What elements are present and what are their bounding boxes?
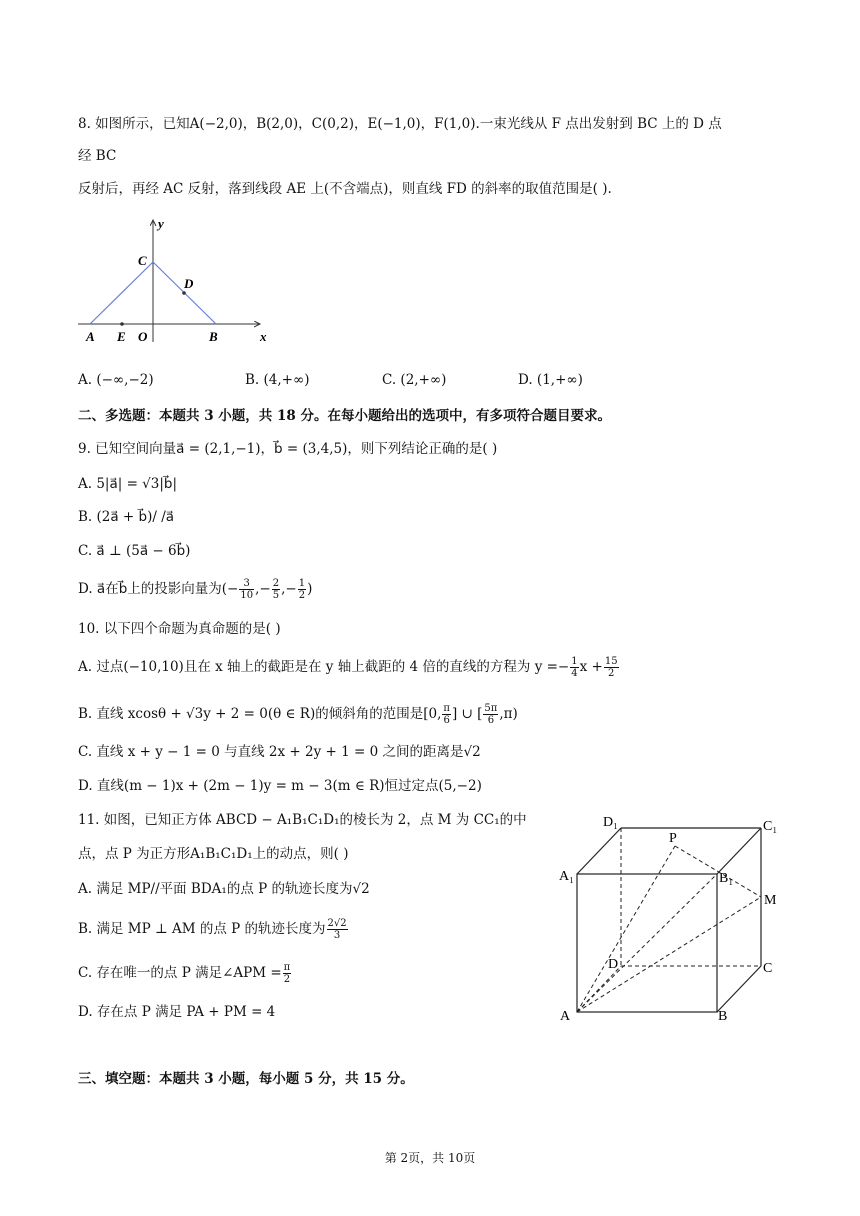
q9-option-b: B. (2a⃗ + b⃗)/ /a⃗ (78, 509, 175, 525)
q9-d-frac1-num: 3 (239, 578, 254, 590)
q9-option-c: C. a⃗ ⊥ (5a⃗ − 6b⃗) (78, 543, 191, 559)
q9-d-frac1 (239, 578, 254, 601)
q8-option-b: B. (4,+∞) (245, 372, 310, 388)
hidden-a-b1 (577, 874, 717, 1012)
q10-stem: 10. 以下四个命题为真命题的是( ) (78, 621, 281, 637)
q9-d-frac2 (272, 578, 280, 601)
section-3-heading: 三、填空题：本题共 3 小题，每小题 5 分，共 15 分。 (78, 1071, 414, 1087)
q10-option-d: D. 直线(m − 1)x + (2m − 1)y = m − 3(m ∈ R)恒过定点(5,−2) (78, 778, 482, 794)
edge-b-c (717, 966, 761, 1012)
q11-b-text: B. 满足 MP ⊥ AM 的点 P 的轨迹长度为 (78, 921, 326, 937)
q10-b-end: ,π) (499, 706, 518, 722)
q10-a-frac1-num: 1 (571, 656, 578, 667)
q8-stem-line1: 8. 如图所示，已知A(−2,0)，B(2,0)，C(0,2)，E(−1,0)，F(1,0).一束光线从 F 点出发射到 BC 上的 D 点 (78, 116, 722, 132)
q10-b-frac2 (483, 703, 498, 726)
q9-d-mid2: ,− (281, 581, 297, 597)
q11-stem-line2: 点，点 P 为正方形A₁B₁C₁D₁上的动点，则( ) (78, 846, 349, 862)
label-b1: B₁ (719, 871, 734, 886)
label-c: C (138, 253, 147, 268)
hidden-p-m (675, 846, 761, 897)
label-a: A (86, 329, 95, 344)
segment-ac (90, 262, 153, 324)
q10-b-frac2-num: 5π (484, 703, 498, 714)
q10-option-c: C. 直线 x + y − 1 = 0 与直线 2x + 2y + 1 = 0 之间的距离是√2 (78, 744, 481, 760)
q9-d-suffix: ) (307, 581, 313, 597)
q10-b-text: B. 直线 xcosθ + √3y + 2 = 0(θ ∈ R)的倾斜角的范围是[0, (78, 706, 442, 722)
q11-b-frac (327, 918, 348, 941)
label-c1: C₁ (763, 819, 778, 834)
q9-d-frac2-num: 2 (272, 578, 280, 589)
q11-b-frac-den: 3 (333, 930, 341, 941)
q11-option-b (78, 918, 349, 941)
q8-figure (70, 212, 280, 347)
label-d: D (608, 957, 619, 972)
q11-option-d: D. 存在点 P 满足 PA + PM = 4 (78, 1004, 276, 1020)
q9-d-mid1: ,− (255, 581, 271, 597)
q8-option-c: C. (2,+∞) (382, 372, 447, 388)
q9-d-prefix: D. a⃗在b⃗上的投影向量为(− (78, 581, 239, 597)
point-d (182, 291, 186, 295)
q9-d-frac3-den: 2 (298, 590, 306, 601)
label-e: E (117, 329, 126, 344)
q10-b-frac1 (442, 703, 451, 726)
label-b: B (718, 1009, 728, 1024)
q10-b-mid: ] ∪ [ (451, 706, 483, 722)
edge-a1-d1 (577, 828, 621, 874)
q8-option-a: A. (−∞,−2) (78, 372, 154, 388)
label-x: x (260, 329, 267, 344)
q9-d-frac3 (298, 578, 306, 601)
q10-b-frac1-den: 6 (443, 715, 450, 726)
q10-option-a (78, 656, 620, 679)
q9-option-d (78, 578, 312, 601)
q11-c-frac (283, 962, 292, 985)
label-m: M (764, 893, 777, 908)
q9-stem: 9. 已知空间向量a⃗ = (2,1,−1)，b⃗ = (3,4,5)，则下列结论正确的是( ) (78, 441, 498, 457)
q10-b-frac1-num: π (443, 703, 450, 714)
q11-c-frac-num: π (283, 962, 291, 973)
page-footer: 第 2页，共 10页 (384, 1151, 476, 1165)
q9-d-frac2-den: 5 (272, 590, 280, 601)
q10-a-frac2-num: 15 (604, 656, 618, 667)
label-y: y (158, 216, 164, 231)
label-o: O (138, 329, 148, 344)
q11-stem-line1: 11. 如图，已知正方体 ABCD − A₁B₁C₁D₁的棱长为 2，点 M 为 CC₁的中 (78, 812, 527, 828)
q10-option-b (78, 703, 518, 726)
q11-c-text: C. 存在唯一的点 P 满足∠APM = (78, 965, 282, 981)
q11-b-frac-num: 2√2 (327, 918, 347, 929)
label-a1: A₁ (559, 869, 574, 884)
section-2-heading: 二、多选题：本题共 3 小题，共 18 分。在每小题给出的选项中，有多项符合题目要求。 (78, 408, 611, 424)
label-p: P (669, 831, 677, 846)
hidden-a-p (577, 846, 675, 1012)
q10-a-frac1-den: 4 (571, 668, 578, 679)
label-a: A (560, 1009, 571, 1024)
label-d: D (184, 276, 194, 291)
q9-d-frac3-num: 1 (298, 578, 306, 589)
label-d1: D₁ (603, 815, 618, 830)
q10-a-text: A. 过点(−10,10)且在 x 轴上的截距是在 y 轴上截距的 4 倍的直线的方程为 y =− (78, 659, 570, 675)
q11-option-a: A. 满足 MP//平面 BDA₁的点 P 的轨迹长度为√2 (78, 881, 370, 897)
q11-cube-figure (555, 808, 795, 1028)
label-c: C (763, 961, 773, 976)
point-e (120, 322, 124, 326)
q10-a-frac2-den: 2 (608, 668, 615, 679)
label-b: B (209, 329, 218, 344)
q11-c-frac-den: 2 (283, 974, 291, 985)
q8-option-d: D. (1,+∞) (518, 372, 583, 388)
q11-option-c (78, 962, 292, 985)
q9-d-frac1-den: 10 (240, 590, 254, 601)
q10-a-frac2 (604, 656, 619, 679)
edge-b1-c1 (717, 828, 761, 874)
q10-b-frac2-den: 6 (487, 715, 495, 726)
q10-a-frac1 (570, 656, 578, 679)
q8-stem-line3: 反射后，再经 AC 反射，落到线段 AE 上(不含端点)，则直线 FD 的斜率的取值范围是( ). (78, 181, 612, 197)
q8-stem-line2: 经 BC (78, 148, 117, 164)
q9-option-a: A. 5|a⃗| = √3|b⃗| (78, 476, 178, 492)
q10-a-mid: x + (579, 659, 603, 675)
